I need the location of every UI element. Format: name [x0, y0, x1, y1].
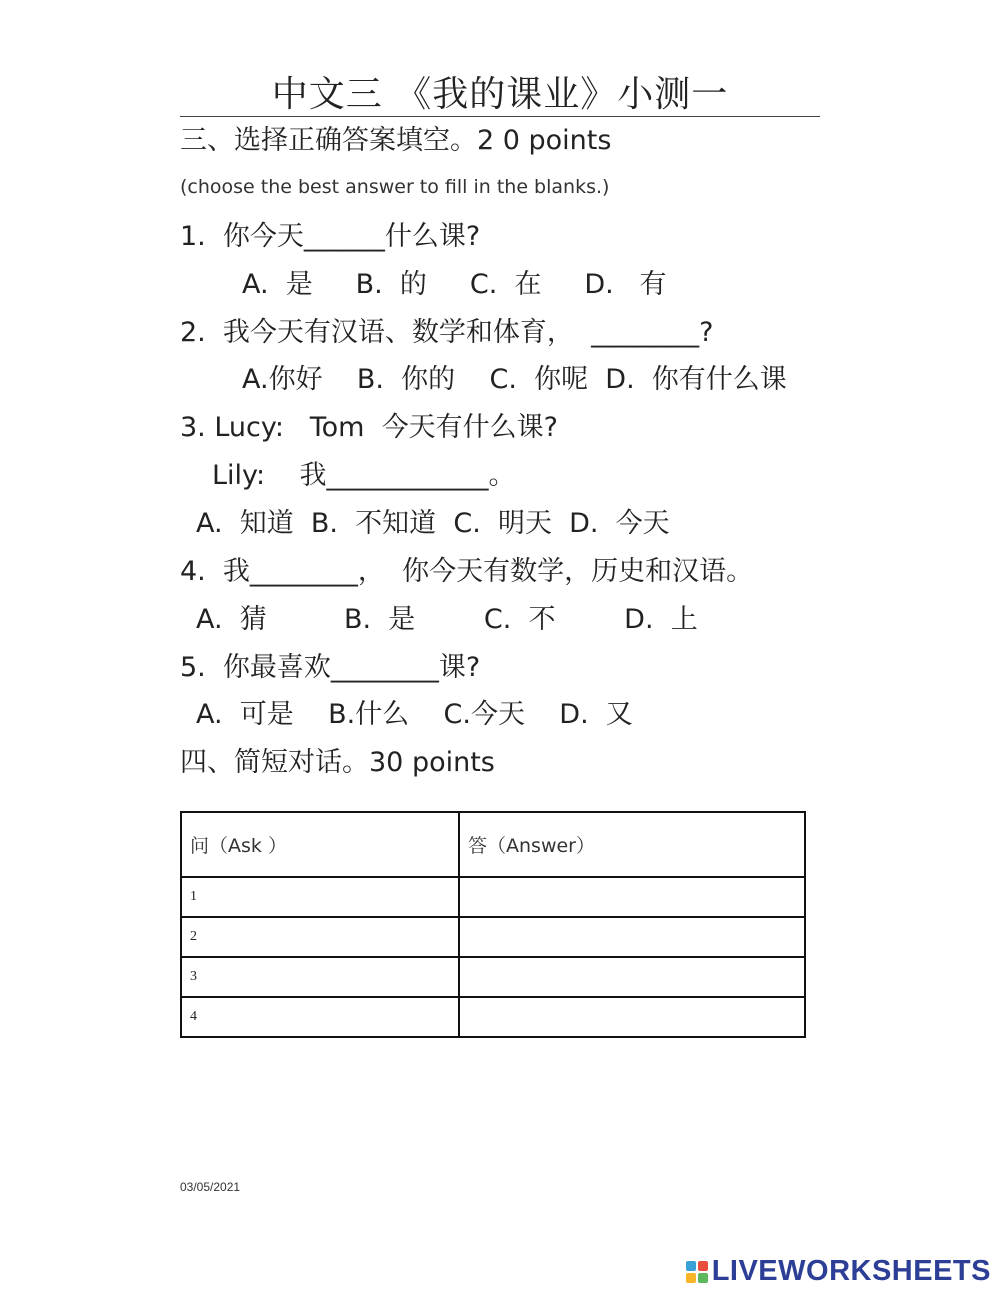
table-row	[181, 877, 805, 917]
liveworksheets-logo-icon	[686, 1261, 708, 1283]
answer-cell[interactable]	[459, 917, 805, 957]
question-4-stem: 4. 我________， 你今天有数学，历史和汉语。	[180, 556, 754, 587]
question-2-options: A.你好 B. 你的 C. 你呢 D. 你有什么课	[242, 364, 787, 395]
column-header-answer: 答（Answer）	[459, 812, 805, 877]
table-header-row	[181, 812, 805, 877]
answer-cell[interactable]	[459, 877, 805, 917]
section3-instruction: (choose the best answer to fill in the blanks.)	[180, 176, 610, 198]
question-1-stem: 1. 你今天______什么课?	[180, 221, 481, 252]
row-number[interactable]: 4	[181, 997, 459, 1037]
title-underline	[180, 116, 820, 117]
dialogue-table	[180, 811, 806, 1038]
question-3-options: A. 知道 B. 不知道 C. 明天 D. 今天	[196, 508, 670, 539]
brand-name: LIVEWORKSHEETS	[711, 1255, 991, 1287]
question-1-options: A. 是 B. 的 C. 在 D. 有	[242, 269, 667, 300]
question-3-stem: 3. Lucy: Tom 今天有什么课?	[180, 412, 558, 443]
table-row	[181, 917, 805, 957]
liveworksheets-brand[interactable]	[686, 1255, 991, 1288]
question-5-stem: 5. 你最喜欢________课?	[180, 652, 481, 683]
section4-heading: 四、简短对话。30 points	[180, 747, 495, 778]
column-header-ask: 问（Ask ）	[181, 812, 459, 877]
date-stamp: 03/05/2021	[180, 1180, 241, 1194]
question-3-stem-line2: Lily: 我____________。	[212, 460, 516, 491]
row-number[interactable]: 3	[181, 957, 459, 997]
row-number[interactable]: 1	[181, 877, 459, 917]
answer-cell[interactable]	[459, 957, 805, 997]
question-5-options: A. 可是 B.什么 C.今天 D. 又	[196, 699, 633, 730]
worksheet-title: 中文三 《我的课业》小测一	[271, 74, 729, 115]
row-number[interactable]: 2	[181, 917, 459, 957]
section3-heading: 三、选择正确答案填空。2 0 points	[180, 125, 612, 156]
question-4-options: A. 猜 B. 是 C. 不 D. 上	[196, 604, 698, 635]
answer-cell[interactable]	[459, 997, 805, 1037]
table-row	[181, 957, 805, 997]
question-2-stem: 2. 我今天有汉语、数学和体育， ________?	[180, 317, 714, 348]
table-row	[181, 997, 805, 1037]
